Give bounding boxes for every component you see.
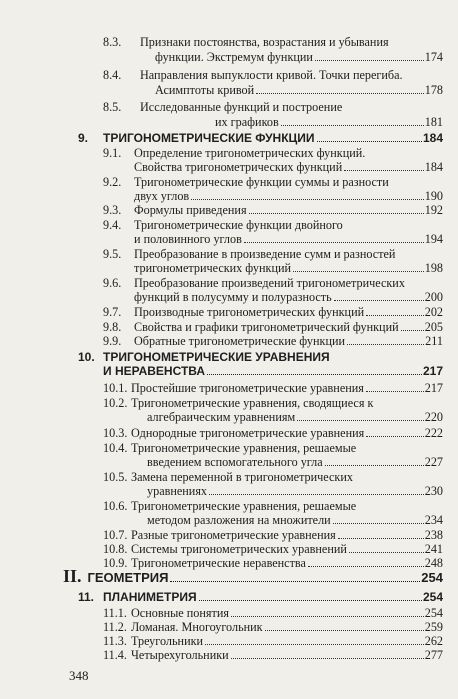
entry-title-line: уравнениях — [147, 484, 208, 498]
part-title: ГЕОМЕТРИЯ — [87, 570, 169, 585]
toc-entry-line — [147, 484, 443, 498]
dot-leader — [265, 630, 424, 631]
toc-entry-line — [134, 290, 443, 304]
entry-page: 238 — [424, 528, 443, 542]
entry-title-line: Признаки постоянства, возрастания и убывания — [140, 35, 389, 49]
toc-entry-line — [131, 648, 443, 662]
dot-leader — [205, 644, 424, 645]
entry-title-line: Асимптоты кривой — [155, 83, 255, 97]
entry-number: 9.1. — [103, 146, 122, 160]
toc-entry-line — [131, 620, 443, 634]
entry-title-line: тригонометрических функций — [134, 261, 292, 275]
entry-page: 217 — [424, 381, 443, 395]
dot-leader — [199, 600, 422, 601]
toc-entry-line — [147, 455, 443, 469]
chapter-title: ТРИГОНОМЕТРИЧЕСКИЕ ФУНКЦИИ — [103, 131, 315, 145]
dot-leader — [256, 93, 424, 94]
toc-entry-line — [155, 83, 443, 97]
entry-number: 10.8. — [103, 542, 128, 556]
entry-title-line: функции. Экстремум функции — [155, 50, 313, 64]
chapter-number: 9. — [78, 131, 89, 145]
entry-number: 10.4. — [103, 441, 128, 455]
entry-page: 184 — [424, 160, 443, 174]
toc-entry-line — [134, 305, 443, 319]
entry-title-line: функций в полусумму и полуразность — [134, 290, 332, 304]
toc-entry-line — [131, 528, 443, 542]
dot-leader — [231, 658, 424, 659]
toc-entry-line — [131, 426, 443, 440]
toc-entry-line — [134, 232, 443, 246]
dot-leader — [209, 494, 424, 495]
toc-entry-line — [134, 160, 443, 174]
dot-leader — [249, 213, 424, 214]
entry-title-line: Тригонометрические уравнения, решаемые — [131, 499, 357, 513]
dot-leader — [281, 125, 424, 126]
entry-page: 202 — [424, 305, 443, 319]
entry-title-line: Треугольники — [131, 634, 204, 648]
entry-page: 178 — [424, 83, 443, 97]
entry-title-line: Свойства и графики тригонометрический функций — [134, 320, 399, 334]
dot-leader — [334, 300, 424, 301]
entry-title-line: Обратные тригонометрические функции — [134, 334, 346, 348]
dot-leader — [344, 170, 424, 171]
entry-title-line: Свойства тригонометрических функций — [134, 160, 343, 174]
entry-page: 230 — [424, 484, 443, 498]
toc-entry-line — [131, 606, 443, 620]
part-number: II. — [63, 566, 82, 586]
toc-entry-line — [147, 410, 443, 424]
entry-title-line: Тригонометрические уравнения, сводящиеся к — [131, 396, 374, 410]
toc-entry-line — [131, 634, 443, 648]
toc-entry-line — [215, 115, 443, 129]
entry-number: 9.2. — [103, 175, 122, 189]
entry-number: 9.8. — [103, 320, 122, 334]
chapter-title: ПЛАНИМЕТРИЯ — [103, 590, 197, 604]
entry-number: 10.2. — [103, 396, 128, 410]
part-heading — [63, 567, 443, 587]
entry-number: 9.9. — [103, 334, 122, 348]
entry-number: 11.3. — [103, 634, 127, 648]
dot-leader — [325, 465, 424, 466]
toc-entry-line — [155, 50, 443, 64]
entry-page: 248 — [424, 556, 443, 570]
entry-title-line: Направления выпуклости кривой. Точки перегиба. — [140, 68, 403, 82]
chapter-title-line: И НЕРАВЕНСТВА — [103, 364, 206, 378]
entry-title-line: Преобразование в произведение сумм и разностей — [134, 247, 396, 261]
entry-page: 220 — [424, 410, 443, 424]
dot-leader — [315, 60, 424, 61]
chapter-number: 10. — [78, 350, 95, 364]
dot-leader — [366, 391, 424, 392]
entry-number: 9.3. — [103, 203, 122, 217]
entry-page: 198 — [424, 261, 443, 275]
toc-entry-line — [134, 189, 443, 203]
chapter-heading — [103, 364, 443, 378]
entry-number: 9.7. — [103, 305, 122, 319]
dot-leader — [338, 538, 424, 539]
part-title-wrap — [63, 567, 168, 587]
entry-page: 200 — [424, 290, 443, 304]
entry-page: 211 — [425, 334, 443, 348]
toc-entry-line — [131, 542, 443, 556]
entry-page: 234 — [424, 513, 443, 527]
entry-page: 192 — [424, 203, 443, 217]
entry-page: 254 — [424, 606, 443, 620]
entry-title-line: Ломаная. Многоугольник — [131, 620, 263, 634]
chapter-heading — [103, 590, 443, 604]
entry-title-line: двух углов — [134, 189, 190, 203]
toc-entry-line — [134, 203, 443, 217]
entry-title-line: Замена переменной в тригонометрических — [131, 470, 353, 484]
entry-title-line: Определение тригонометрических функций. — [134, 146, 366, 160]
entry-number: 11.4. — [103, 648, 127, 662]
dot-leader — [317, 141, 422, 142]
entry-title-line: Формулы приведения — [134, 203, 247, 217]
entry-number: 10.6. — [103, 499, 128, 513]
dot-leader — [244, 242, 424, 243]
entry-title-line: и половинного углов — [134, 232, 242, 246]
chapter-number: 11. — [78, 590, 95, 604]
entry-title-line: Четырехугольники — [131, 648, 229, 662]
entry-number: 10.5. — [103, 470, 128, 484]
entry-title-line: Тригонометрические функции двойного — [134, 218, 343, 232]
entry-number: 11.1. — [103, 606, 127, 620]
entry-number: 8.3. — [103, 35, 122, 49]
toc-entry-line — [134, 334, 443, 348]
entry-title-line: Тригонометрические неравенства — [131, 556, 306, 570]
entry-number: 10.9. — [103, 556, 128, 570]
entry-page: 259 — [424, 620, 443, 634]
dot-leader — [170, 581, 420, 582]
entry-number: 9.5. — [103, 247, 122, 261]
dot-leader — [207, 374, 422, 375]
dot-leader — [231, 616, 424, 617]
entry-number: 10.3. — [103, 426, 128, 440]
entry-title-line: Простейшие тригонометрические уравнения — [131, 381, 364, 395]
entry-page: 227 — [424, 455, 443, 469]
entry-number: 8.5. — [103, 100, 122, 114]
dot-leader — [349, 552, 424, 553]
entry-title-line: алгебраическим уравнениям — [147, 410, 296, 424]
entry-title-line: их графиков — [215, 115, 279, 129]
entry-title-line: Преобразование произведений тригонометрических — [134, 276, 405, 290]
entry-title-line: Производные тригонометрических функций — [134, 305, 365, 319]
page-number: 348 — [69, 668, 89, 683]
entry-number: 9.4. — [103, 218, 122, 232]
entry-number: 10.7. — [103, 528, 128, 542]
dot-leader — [293, 271, 424, 272]
chapter-page: 184 — [422, 131, 443, 145]
entry-title-line: Однородные тригонометрические уравнения — [131, 426, 365, 440]
entry-page: 241 — [424, 542, 443, 556]
entry-page: 262 — [424, 634, 443, 648]
entry-title-line: Тригонометрические уравнения, решаемые — [131, 441, 357, 455]
entry-title-line: Тригонометрические функции суммы и разности — [134, 175, 389, 189]
entry-title-line: введением вспомогательного угла — [147, 455, 323, 469]
entry-page: 277 — [424, 648, 443, 662]
entry-title-line: Системы тригонометрических уравнений — [131, 542, 347, 556]
entry-page: 194 — [424, 232, 443, 246]
toc-entry-line — [134, 261, 443, 275]
chapter-page: 217 — [422, 364, 443, 378]
toc-entry-line — [134, 320, 443, 334]
entry-title-line: Основные понятия — [131, 606, 229, 620]
dot-leader — [297, 420, 424, 421]
entry-number: 9.6. — [103, 276, 122, 290]
dot-leader — [347, 344, 424, 345]
dot-leader — [401, 330, 424, 331]
chapter-title-line: ТРИГОНОМЕТРИЧЕСКИЕ УРАВНЕНИЯ — [103, 350, 330, 364]
toc-entry-line — [131, 381, 443, 395]
entry-page: 174 — [424, 50, 443, 64]
entry-number: 10.1. — [103, 381, 128, 395]
entry-page: 181 — [424, 115, 443, 129]
entry-page: 190 — [424, 189, 443, 203]
entry-page: 222 — [424, 426, 443, 440]
chapter-page: 254 — [422, 590, 443, 604]
entry-number: 11.2. — [103, 620, 127, 634]
dot-leader — [191, 199, 424, 200]
entry-title-line: Разные тригонометрические уравнения — [131, 528, 336, 542]
entry-title-line: Исследованные функций и построение — [140, 100, 343, 114]
part-page: 254 — [421, 570, 443, 585]
dot-leader — [366, 315, 424, 316]
chapter-heading — [103, 131, 443, 145]
toc-entry-line — [147, 513, 443, 527]
dot-leader — [333, 523, 424, 524]
entry-number: 8.4. — [103, 68, 122, 82]
dot-leader — [366, 436, 423, 437]
entry-title-line: методом разложения на множители — [147, 513, 331, 527]
entry-page: 205 — [424, 320, 443, 334]
